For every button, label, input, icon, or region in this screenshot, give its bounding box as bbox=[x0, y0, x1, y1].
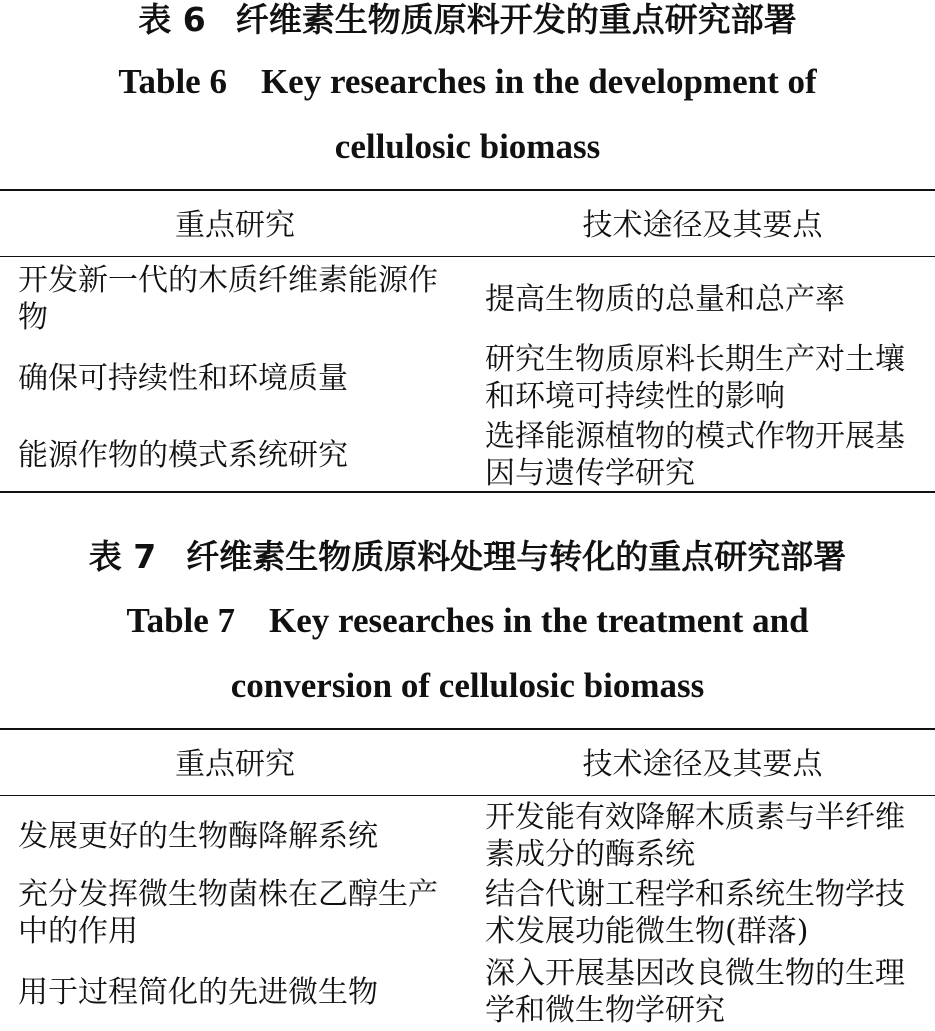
table7-row2-right: 结合代谢工程学和系统生物学技术发展功能微生物(群落) bbox=[485, 877, 905, 949]
table6-row1-right: 提高生物质的总量和总产率 bbox=[485, 282, 845, 317]
table7-number-cn: 表 7 bbox=[88, 537, 157, 576]
table7-top-rule bbox=[0, 728, 935, 730]
table7-title-en-line1 bbox=[0, 600, 935, 642]
table7-caption-cn: 纤维素生物质原料处理与转化的重点研究部署 bbox=[186, 537, 847, 576]
table7-row1-left: 发展更好的生物酶降解系统 bbox=[18, 819, 378, 854]
table6-title-en-line2: cellulosic biomass bbox=[334, 127, 601, 166]
table7-row3-left: 用于过程简化的先进微生物 bbox=[18, 975, 378, 1010]
table6-header-key-research: 重点研究 bbox=[175, 208, 295, 243]
table6-number-en: Table 6 bbox=[118, 62, 227, 101]
table6-number-cn: 表 6 bbox=[138, 0, 206, 39]
table7-row3-right: 深入开展基因改良微生物的生理学和微生物学研究 bbox=[485, 956, 905, 1028]
table6-row3-left: 能源作物的模式系统研究 bbox=[18, 438, 348, 473]
table6-row3-right: 选择能源植物的模式作物开展基因与遗传学研究 bbox=[485, 419, 905, 491]
table7-header-rule bbox=[0, 795, 935, 796]
table6-title-en-line1 bbox=[0, 61, 935, 103]
table6-row2-right: 研究生物质原料长期生产对土壤和环境可持续性的影响 bbox=[485, 342, 905, 414]
table6-caption-en: Key researches in the development of bbox=[260, 62, 817, 101]
table7-caption-en: Key researches in the treatment and bbox=[269, 601, 809, 640]
table6-row2-left: 确保可持续性和环境质量 bbox=[18, 361, 348, 396]
table7-header-approach: 技术途径及其要点 bbox=[582, 747, 823, 782]
table6-caption-cn: 纤维素生物质原料开发的重点研究部署 bbox=[235, 0, 797, 39]
table7-number-en: Table 7 bbox=[126, 601, 236, 640]
table6-header-approach: 技术途径及其要点 bbox=[582, 208, 823, 243]
table7-header-key-research: 重点研究 bbox=[175, 747, 295, 782]
table6-title-cn bbox=[0, 0, 935, 40]
table6-top-rule bbox=[0, 189, 935, 191]
table7-row2-left: 充分发挥微生物菌株在乙醇生产中的作用 bbox=[18, 877, 438, 949]
table7-row1-right: 开发能有效降解木质素与半纤维素成分的酶系统 bbox=[485, 800, 905, 872]
table6-bottom-rule bbox=[0, 491, 935, 493]
table6-row1-left: 开发新一代的木质纤维素能源作物 bbox=[18, 263, 438, 335]
table6-header-rule bbox=[0, 256, 935, 257]
table7-title-en-line2: conversion of cellulosic biomass bbox=[230, 666, 705, 705]
table7-title-cn bbox=[0, 537, 935, 577]
